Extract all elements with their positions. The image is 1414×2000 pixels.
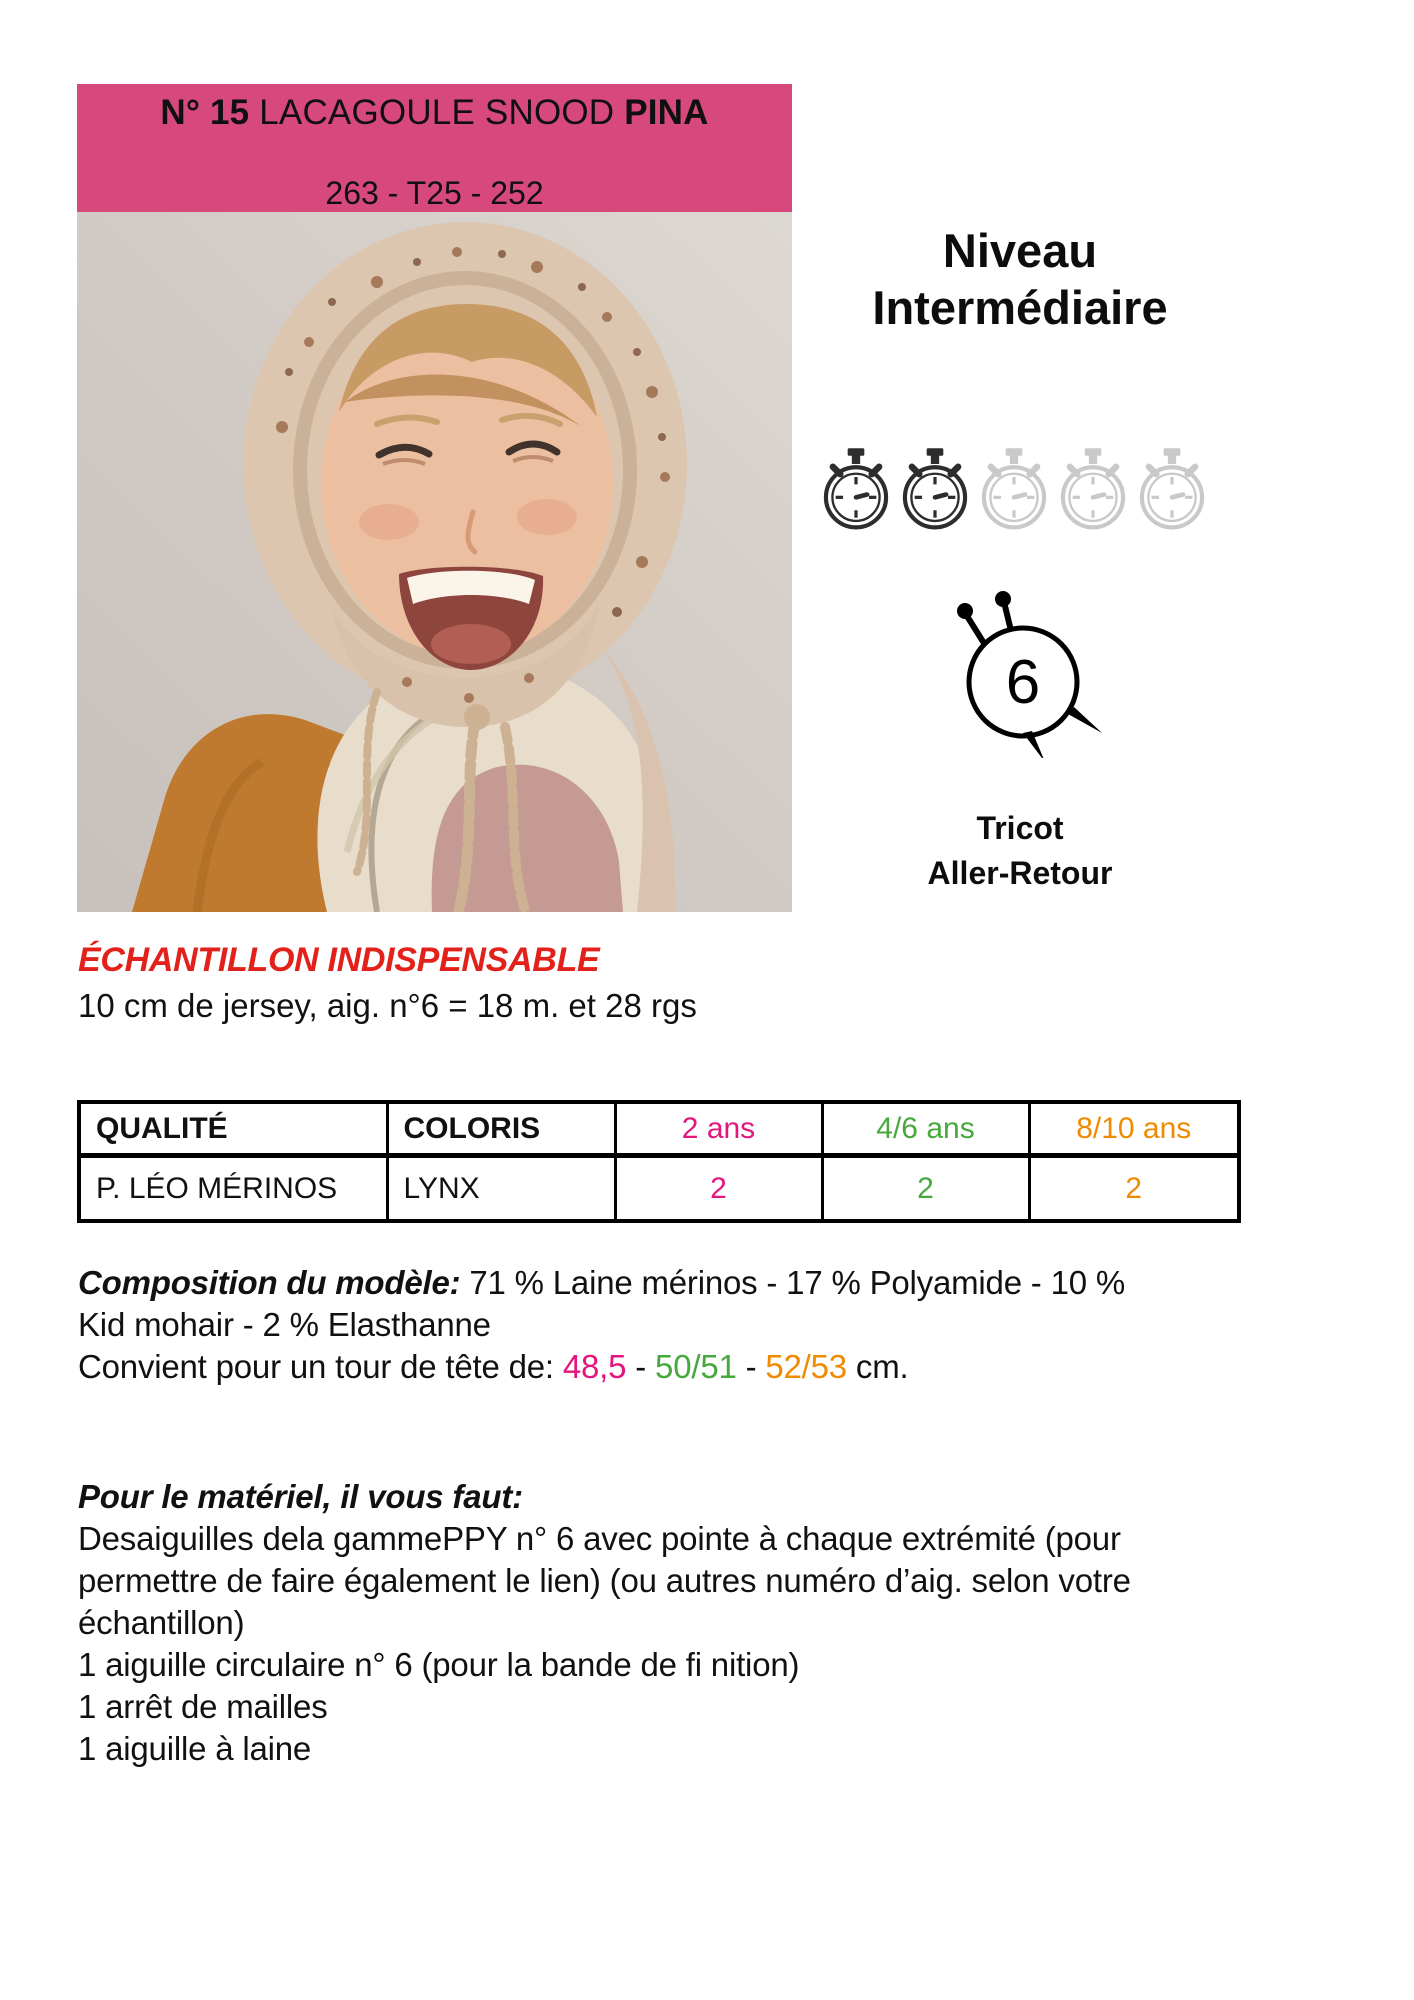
- materials-table: [77, 1100, 1241, 1223]
- head-size-line: [78, 1346, 1363, 1388]
- composition-section: [78, 1262, 1363, 1388]
- technique-line2: Aller-Retour: [927, 855, 1113, 891]
- composition-heading: Composition du modèle:: [78, 1264, 461, 1301]
- cell-quality: P. LÉO MÉRINOS: [79, 1156, 387, 1222]
- pattern-number: N° 15: [160, 93, 250, 132]
- head-size-810ans: 52/53: [765, 1348, 847, 1385]
- pattern-header-banner: [77, 84, 792, 212]
- needle-size-number: 6: [1005, 648, 1041, 717]
- pattern-title: [77, 84, 792, 133]
- cell-qty-2ans: 2: [615, 1156, 822, 1222]
- composition-line1: [78, 1262, 1363, 1304]
- col-header-size-46ans: 4/6 ans: [822, 1102, 1029, 1156]
- materials-section: [78, 1476, 1363, 1770]
- gauge-detail: 10 cm de jersey, aig. n°6 = 18 m. et 28 rgs: [78, 987, 697, 1024]
- level-heading-line1: Niveau: [942, 224, 1098, 277]
- difficulty-rating: [634, 446, 1394, 532]
- needle-size-icon: [935, 586, 1107, 758]
- level-heading-line2: Intermédiaire: [872, 281, 1168, 334]
- cell-coloris: LYNX: [387, 1156, 615, 1222]
- level-heading: [700, 222, 1340, 336]
- materials-line: 1 aiguille à laine: [78, 1730, 312, 1767]
- stopwatch-icon: [898, 446, 972, 532]
- materials-line: 1 arrêt de mailles: [78, 1688, 328, 1725]
- stopwatch-icon: [1135, 446, 1209, 532]
- cell-qty-810ans: 2: [1029, 1156, 1239, 1222]
- materials-line: 1 aiguille circulaire n° 6 (pour la bande de fi nition): [78, 1646, 800, 1683]
- head-size-suffix: cm.: [846, 1348, 909, 1385]
- head-size-sep2: -: [736, 1348, 766, 1385]
- model-photo: [77, 212, 792, 912]
- col-header-size-2ans: 2 ans: [615, 1102, 822, 1156]
- head-size-prefix: Convient pour un tour de tête de:: [78, 1348, 563, 1385]
- head-size-46ans: 50/51: [655, 1348, 737, 1385]
- col-header-size-810ans: 8/10 ans: [1029, 1102, 1239, 1156]
- stopwatch-icon: [977, 446, 1051, 532]
- stopwatch-icon: [819, 446, 893, 532]
- pattern-name: LACAGOULE SNOOD: [249, 93, 625, 132]
- materials-heading: Pour le matériel, il vous faut:: [78, 1478, 523, 1515]
- col-header-coloris: COLORIS: [387, 1102, 615, 1156]
- composition-line2: Kid mohair - 2 % Elasthanne: [78, 1306, 491, 1343]
- head-size-2ans: 48,5: [562, 1348, 627, 1385]
- technique-label: [700, 806, 1340, 896]
- table-row: [79, 1156, 1239, 1222]
- gauge-heading: ÉCHANTILLON INDISPENSABLE: [78, 941, 600, 979]
- model-photo-illustration: [77, 212, 792, 912]
- col-header-quality: QUALITÉ: [79, 1102, 387, 1156]
- stopwatch-icon: [1056, 446, 1130, 532]
- technique-line1: Tricot: [976, 810, 1064, 846]
- yarn-name: PINA: [624, 93, 709, 132]
- materials-table-header-row: [79, 1102, 1239, 1156]
- materials-line: Desaiguilles dela gammePPY n° 6 avec pointe à chaque extrémité (pour: [78, 1520, 1121, 1557]
- materials-line: échantillon): [78, 1604, 245, 1641]
- composition-text1: 71 % Laine mérinos - 17 % Polyamide - 10 %: [460, 1264, 1125, 1301]
- needle-size-badge-svg: [935, 586, 1107, 758]
- cell-qty-46ans: 2: [822, 1156, 1029, 1222]
- pattern-reference: 263 - T25 - 252: [325, 175, 544, 211]
- materials-line: permettre de faire également le lien) (ou autres numéro d’aig. selon votre: [78, 1562, 1131, 1599]
- head-size-sep1: -: [626, 1348, 656, 1385]
